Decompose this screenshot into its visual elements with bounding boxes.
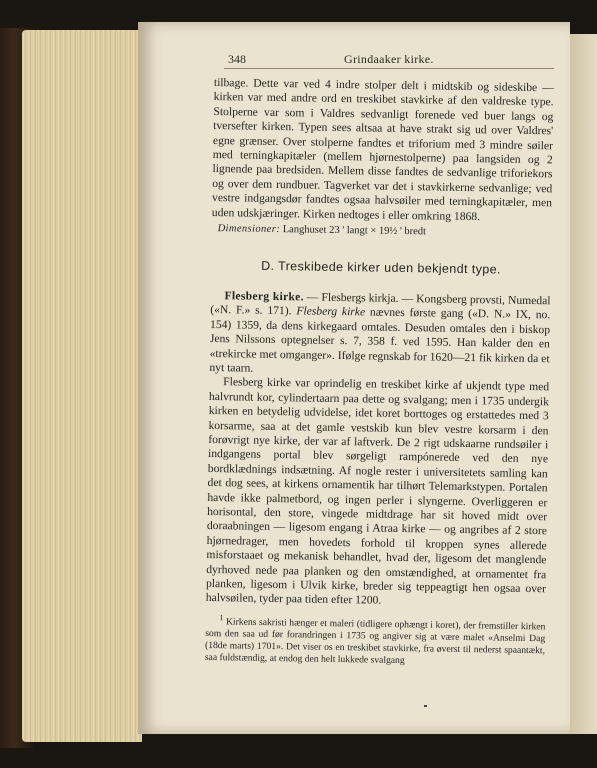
running-title: Grindaaker kirke. bbox=[344, 52, 434, 66]
intro-text-b: nævnes første gang («D. N.» IX, no. 154) 1359, da dens kirkegaard omtales. Desuden omtales den i biskop Jens Nilssons optegnelser s. 7, 358 f. ved 1595. Han kalder den en «trekircke met omganger». Ifølge regnskab for 1620—21 fik kirken da et nyt taarn. bbox=[209, 305, 551, 375]
church-name: Flesberg kirke. bbox=[224, 289, 304, 304]
paragraph-flesberg-intro bbox=[209, 289, 550, 381]
footnote-text: Kirkens sakristi hænger et maleri (tidligere ophængt i koret), der fremstiller kirken som den saa ud før forandringen i 1735 og angiver sig at være malet «Anselmi Dag (18de marts) 1701». Det viser os en treskibet stavkirke, fra øverst til nederst spaantækt, saa fuldstændig, at endog den helt lukkede svalgang bbox=[204, 616, 546, 667]
page-body bbox=[205, 76, 554, 669]
page-speck bbox=[424, 705, 427, 707]
intro-italic: Flesberg kirke bbox=[296, 304, 366, 319]
section-heading: D. Treskibede kirker uden bekjendt type. bbox=[261, 259, 501, 277]
footnote bbox=[205, 612, 546, 670]
facing-page-edge bbox=[570, 34, 597, 734]
intro-text-a: — Flesbergs kirkja. — Kongsberg provsti, Numedal («N. F.» s. 171). bbox=[210, 290, 551, 318]
page-number: 348 bbox=[228, 52, 246, 66]
dimensions-line bbox=[217, 222, 551, 242]
paragraph-flesberg-description: Flesberg kirke var oprindelig en treskibet kirke af ukjendt type med halvrundt kor, cylindertaarn paa dette og svalgang; men i 1735 undergik kirken en betydelig udvidelse, idet koret borttoges og erstattedes med 3 korsarme, saa at det gamle vestskib kun blev vestre korsarm i den forøvrigt nye kirke, der var af laftverk. De 2 rigt udskaarne rundsøiler i indgangens portal blev sørgeligt rampónerede ved den nye bordklædnings indsætning. Af nogle rester i universitetets samling kan det dog sees, at kirkens ornamentik har tilhørt Telemarkstypen. Portalen havde ikke palmetbord, og ingen perler i slyngerne. Overliggeren er horisontal, den store, vingede midtdrage har sit hoved midt over doraabningen — ligesom engang i Atraa kirke — og angribes af 2 store hjørnedrager, men hovedets forhold til kroppen synes allerede misforstaaet og mekanisk behandlet, hvad der, ligesom det manglende dyrhoved nede paa planken og den omstændighed, at ornamentet fra planken, ligesom i Ulvik kirke, breder sig teppeagtigt hen ogsaa over halvsøilen, tyder paa tiden efter 1200. bbox=[205, 375, 550, 608]
book-page bbox=[138, 22, 570, 734]
footnote-mark: 1 bbox=[219, 612, 224, 623]
header-rule bbox=[224, 68, 554, 69]
dimensions-text: Langhuset 23 ' langt × 19½ ' bredt bbox=[282, 224, 427, 238]
dimensions-label: Dimensioner: bbox=[217, 223, 281, 236]
paragraph-grindaaker: tilbage. Dette var ved 4 indre stolper delt i midtskib og sideskibe — kirken var med andre ord en treskibet stavkirke af den valdreske type. Stolperne var som i Valdres sedvanligt forenede ved buer langs og tversefter kirken. Typen sees altsaa at have strakt sig ud over Valdres' egne grænser. Over stolperne fandtes et triforium med 3 mindre søiler med terningkapitæler (mellem hjørnestolperne) paa langsiden og 2 lignende paa bredsiden. Mellem disse fandtes de sedvanlige triforiekors og over dem rundbuer. Tagverket var det i stavkirkerne sedvanlige; ved vestre indgangsdør fandtes ogsaa halvsøiler med terningkapitæler, men uden udskjæringer. Kirken nedtoges i eller omkring 1868. bbox=[211, 76, 554, 223]
page-edges bbox=[22, 30, 142, 742]
